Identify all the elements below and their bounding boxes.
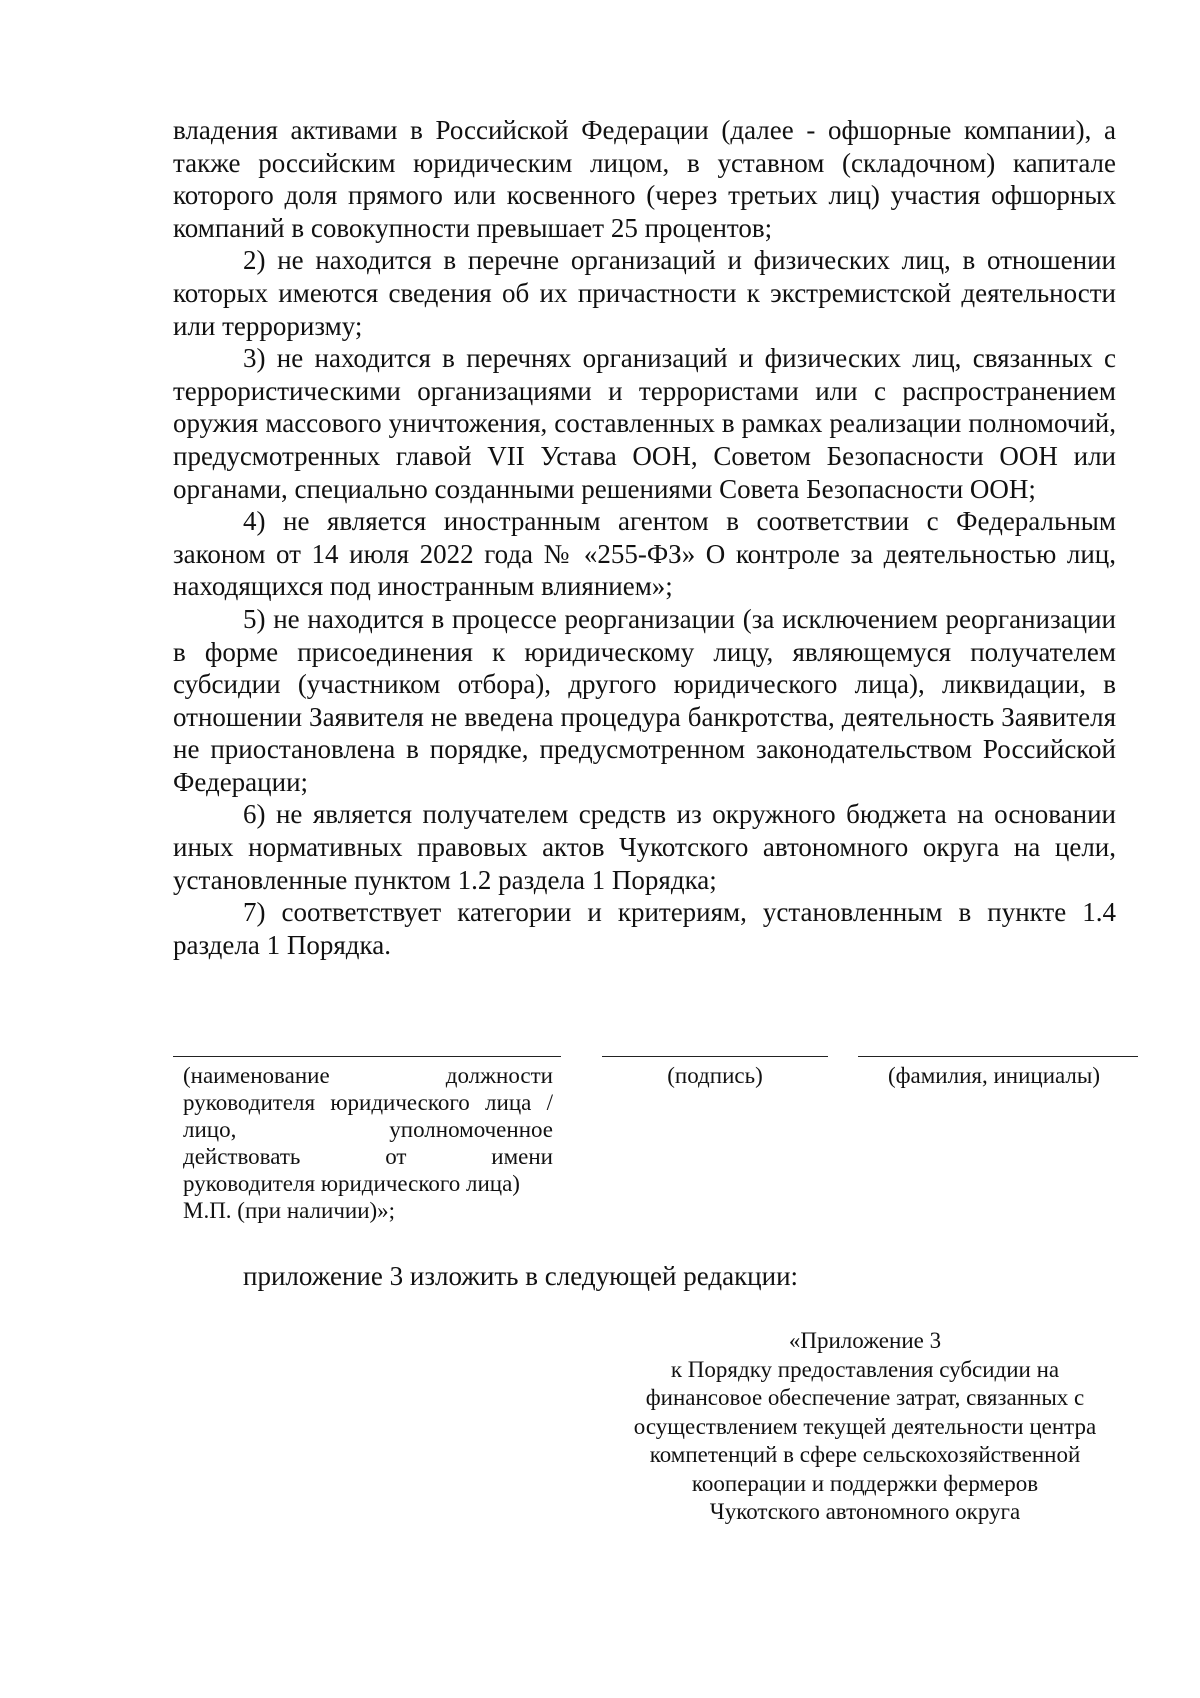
position-caption xyxy=(183,1062,553,1224)
paragraph-item-3: 3) не находится в перечнях организаций и физических лиц, связанных с террористическими организациями и террористами или с распространением оружия массового уничтожения, составленных в рамках реализации полномочий, предусмотренных главой VII Устава ООН, Советом Безопасности ООН или органами, специально созданными решениями Совета Безопасности ООН; xyxy=(173,343,1116,504)
appendix-header-line: финансовое обеспечение затрат, связанных с xyxy=(645,1385,1085,1410)
position-caption-line: действовать от имени xyxy=(183,1144,553,1169)
appendix-header-line: к Порядку предоставления субсидии на xyxy=(670,1356,1060,1382)
appendix-header-line: «Приложение 3 xyxy=(788,1328,942,1353)
paragraph-item-6: 6) не является получателем средств из окружного бюджета на основании иных нормативных правовых актов Чукотского автономного округа на цели, установленные пунктом 1.2 раздела 1 Порядка; xyxy=(173,799,1116,895)
signature-line xyxy=(602,1056,828,1057)
position-signature-line xyxy=(173,1056,561,1057)
paragraph-offshore-continuation: владения активами в Российской Федерации (далее - офшорные компании), а также российским юридическим лицом, в уставном (складочном) капитале которого доля прямого или косвенного (через третьих лиц) участия офшорных компаний в совокупности превышает 25 процентов; xyxy=(173,115,1116,243)
stamp-caption-line: М.П. (при наличии)»; xyxy=(183,1198,396,1223)
paragraph-item-2: 2) не находится в перечне организаций и физических лиц, в отношении которых имеются сведения об их причастности к экстремистской деятельности или терроризму; xyxy=(173,245,1116,341)
appendix-header xyxy=(620,1327,1110,1527)
name-caption: (фамилия, инициалы) xyxy=(887,1063,1101,1088)
position-caption-line: руководителя юридического лица) xyxy=(183,1171,520,1196)
signature-caption: (подпись) xyxy=(667,1063,763,1088)
appendix-header-line: кооперации и поддержки фермеров xyxy=(691,1470,1039,1496)
appendix-header-line: осуществлением текущей деятельности центра xyxy=(633,1413,1097,1439)
name-signature-line xyxy=(858,1056,1138,1057)
paragraph-item-4: 4) не является иностранным агентом в соответствии с Федеральным законом от 14 июля 2022 года № «255-ФЗ» О контроле за деятельностью лиц, находящихся под иностранным влиянием»; xyxy=(173,506,1116,602)
position-caption-line: лицо, уполномоченное xyxy=(183,1117,553,1142)
paragraph-item-5: 5) не находится в процессе реорганизации (за исключением реорганизации в форме присоединения к юридическому лицу, являющемуся получателем субсидии (участником отбора), другого юридического лица), ликвидации, в отношении Заявителя не введена процедура банкротства, деятельность Заявителя не приостановлена в порядке, предусмотренном законодательством Российской Федерации; xyxy=(173,603,1116,797)
appendix-instruction: приложение 3 изложить в следующей редакции: xyxy=(243,1261,799,1291)
appendix-header-line: компетенций в сфере сельскохозяйственной xyxy=(649,1442,1081,1467)
position-caption-line: (наименование должности xyxy=(183,1063,553,1088)
appendix-header-line: Чукотского автономного округа xyxy=(709,1499,1021,1524)
position-caption-line: руководителя юридического лица / xyxy=(183,1090,553,1115)
main-text-body xyxy=(173,114,1116,961)
paragraph-item-7: 7) соответствует категории и критериям, установленным в пункте 1.4 раздела 1 Порядка. xyxy=(173,897,1116,960)
